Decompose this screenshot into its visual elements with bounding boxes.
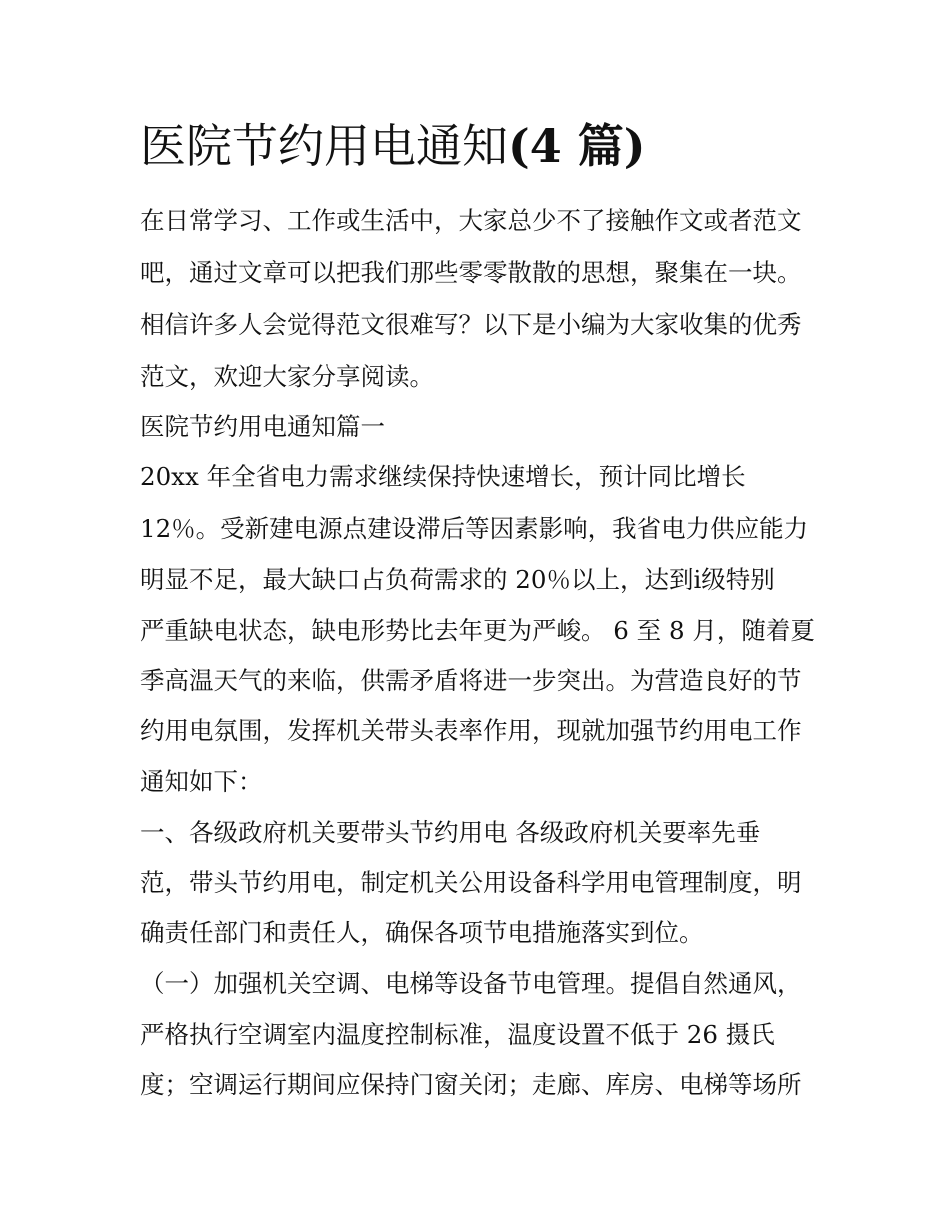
paragraph-line: （一）加强机关空调、电梯等设备节电管理。提倡自然通风， (140, 969, 802, 998)
paragraph-line: 严重缺电状态，缺电形势比去年更为严峻。 6 至 8 月，随着夏 (140, 616, 815, 645)
paragraph-line: 吧，通过文章可以把我们那些零零散散的思想，聚集在一块。 (140, 258, 802, 287)
paragraph-line: 明显不足，最大缺口占负荷需求的 20％以上，达到ⅰ级特别 (140, 565, 775, 594)
title-count: (4 篇) (508, 119, 646, 173)
paragraph-line: 范，带头节约用电，制定机关公用设备科学用电管理制度，明 (140, 868, 802, 897)
paragraph-line: 度；空调运行期间应保持门窗关闭；走廊、库房、电梯等场所 (140, 1070, 802, 1099)
paragraph-line: 确责任部门和责任人，确保各项节电措施落实到位。 (140, 918, 704, 947)
paragraph-line: 约用电氛围，发挥机关带头表率作用，现就加强节约用电工作 (140, 716, 802, 745)
paragraph-line: 严格执行空调室内温度控制标准，温度设置不低于 26 摄氏 (140, 1020, 775, 1049)
title-main: 医院节约用电通知 (140, 119, 508, 173)
paragraph-line: 20xx 年全省电力需求继续保持快速增长，预计同比增长 (140, 462, 746, 491)
paragraph-line: 一、各级政府机关要带头节约用电 各级政府机关要率先垂 (140, 818, 761, 847)
section-heading: 医院节约用电通知篇一 (140, 412, 385, 441)
paragraph-line: 相信许多人会觉得范文很难写？以下是小编为大家收集的优秀 (140, 310, 802, 339)
paragraph-line: 12％。受新建电源点建设滞后等因素影响，我省电力供应能力 (140, 514, 809, 543)
paragraph-line: 范文，欢迎大家分享阅读。 (140, 362, 434, 391)
paragraph-line: 在日常学习、工作或生活中，大家总少不了接触作文或者范文 (140, 206, 802, 235)
paragraph-line: 通知如下： (140, 767, 263, 796)
document-title (140, 116, 646, 176)
paragraph-line: 季高温天气的来临，供需矛盾将进一步突出。为营造良好的节 (140, 666, 802, 695)
